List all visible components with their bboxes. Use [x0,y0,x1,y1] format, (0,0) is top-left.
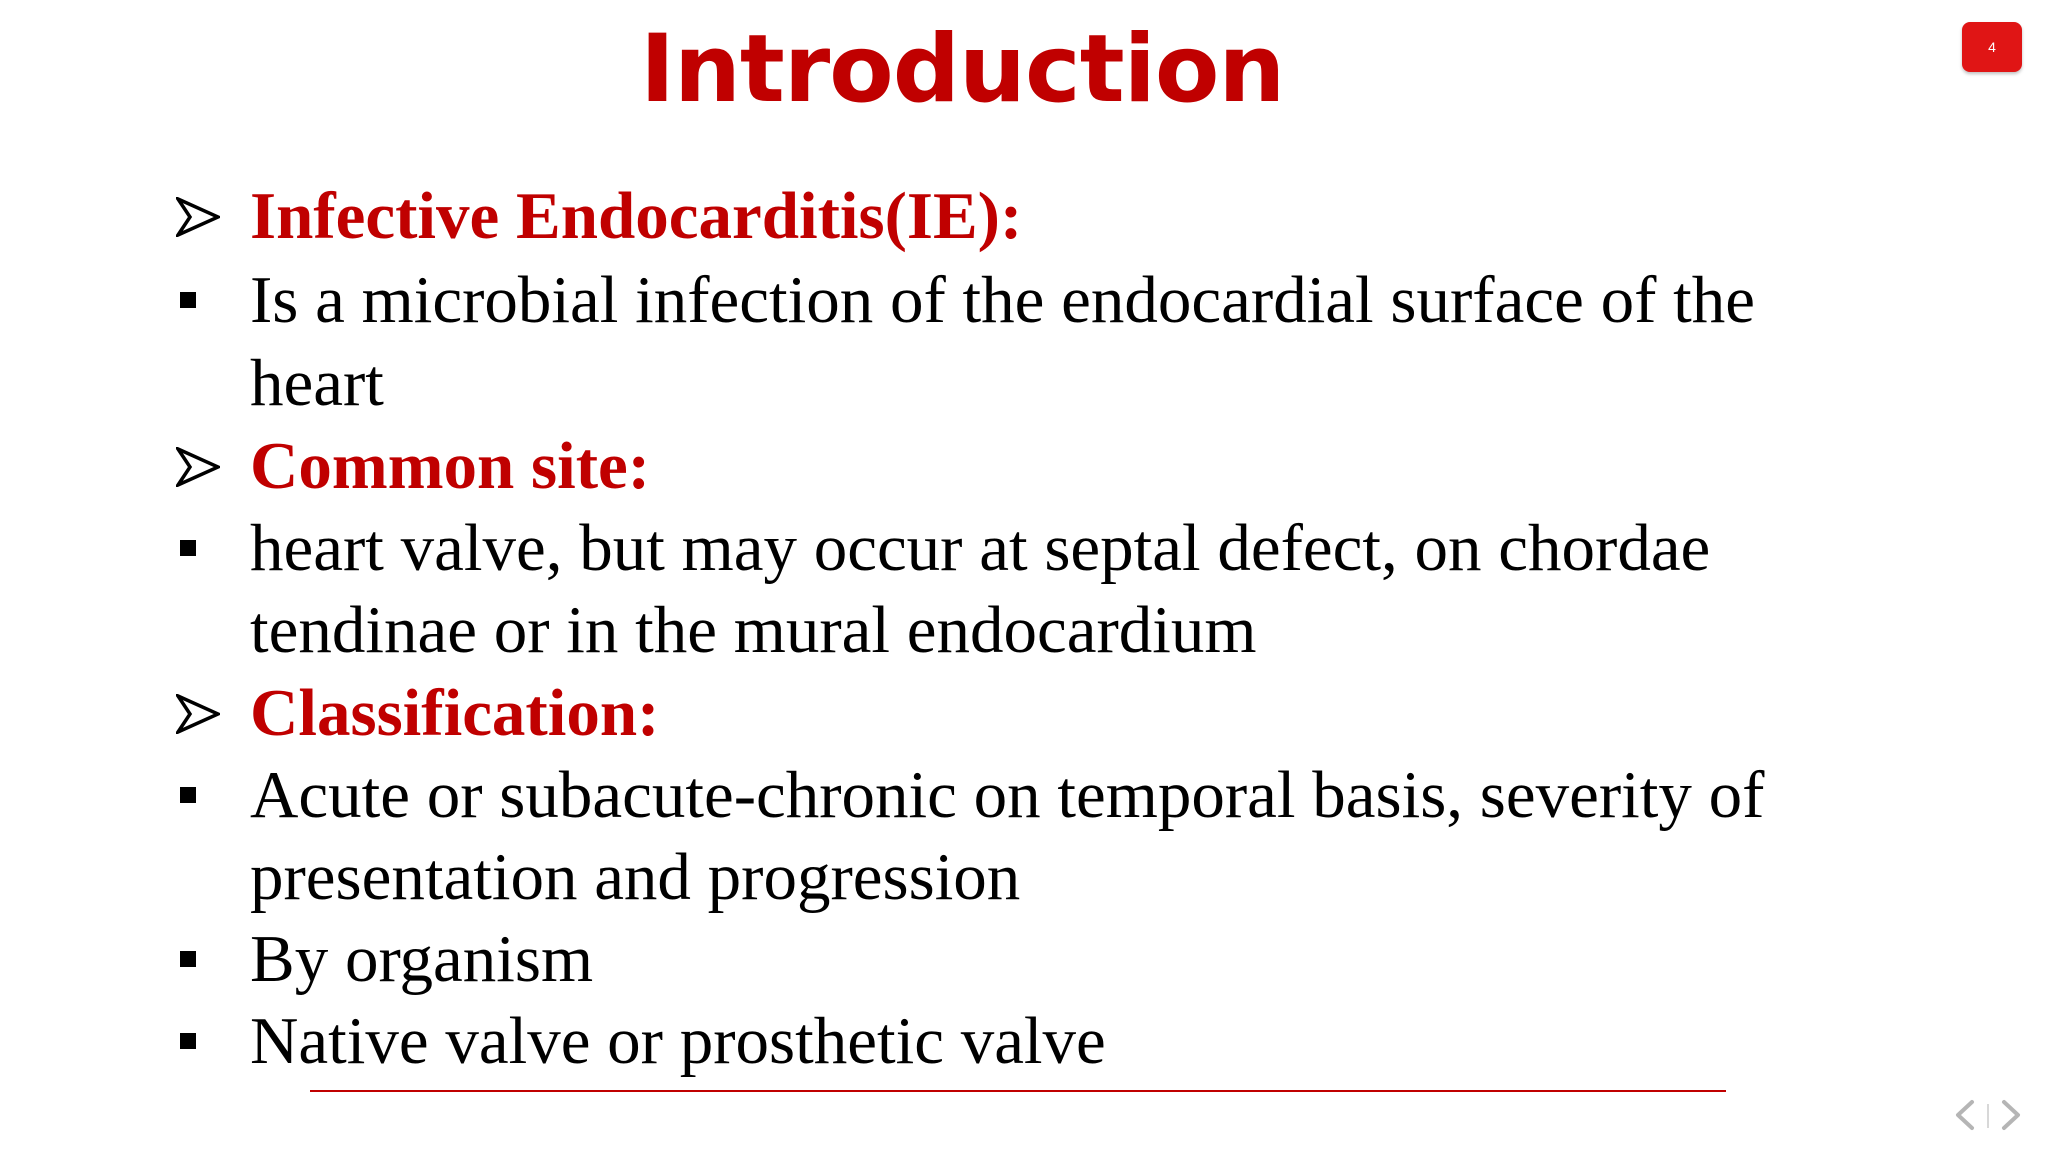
bullet-text-continuation: tendinae or in the mural endocardium [250,593,1257,667]
bottom-divider-line [310,1090,1726,1092]
chevron-right-icon[interactable] [1996,1098,2026,1132]
square-bullet-icon [172,754,228,836]
square-bullet-icon [172,507,228,589]
heading-infective-endocarditis: Infective Endocarditis(IE): [250,179,1023,253]
square-bullet-icon [172,259,228,341]
chevron-left-icon[interactable] [1950,1098,1980,1132]
bullet-text: Native valve or prosthetic valve [250,1004,1106,1078]
square-bullet-icon [172,1000,228,1082]
bullet-text: Is a microbial infection of the endocardial surface of the [250,263,1755,337]
arrow-bullet-icon [172,175,228,257]
arrow-bullet-icon [172,425,228,507]
bullet-text-continuation: heart [250,346,384,420]
heading-classification: Classification: [250,676,660,750]
bullet-text: Acute or subacute-chronic on temporal basis, severity of [250,758,1765,832]
slide-navigation [1950,1096,2030,1136]
slide-title: Introduction [640,15,1285,124]
bullet-text: By organism [250,922,594,996]
bullet-text: heart valve, but may occur at septal defect, on chordae [250,511,1711,585]
heading-common-site: Common site: [250,429,651,503]
bullet-text-continuation: presentation and progression [250,840,1021,914]
square-bullet-icon [172,918,228,1000]
arrow-bullet-icon [172,672,228,754]
nav-separator [1987,1104,1989,1128]
page-number-badge: 4 [1962,22,2022,72]
